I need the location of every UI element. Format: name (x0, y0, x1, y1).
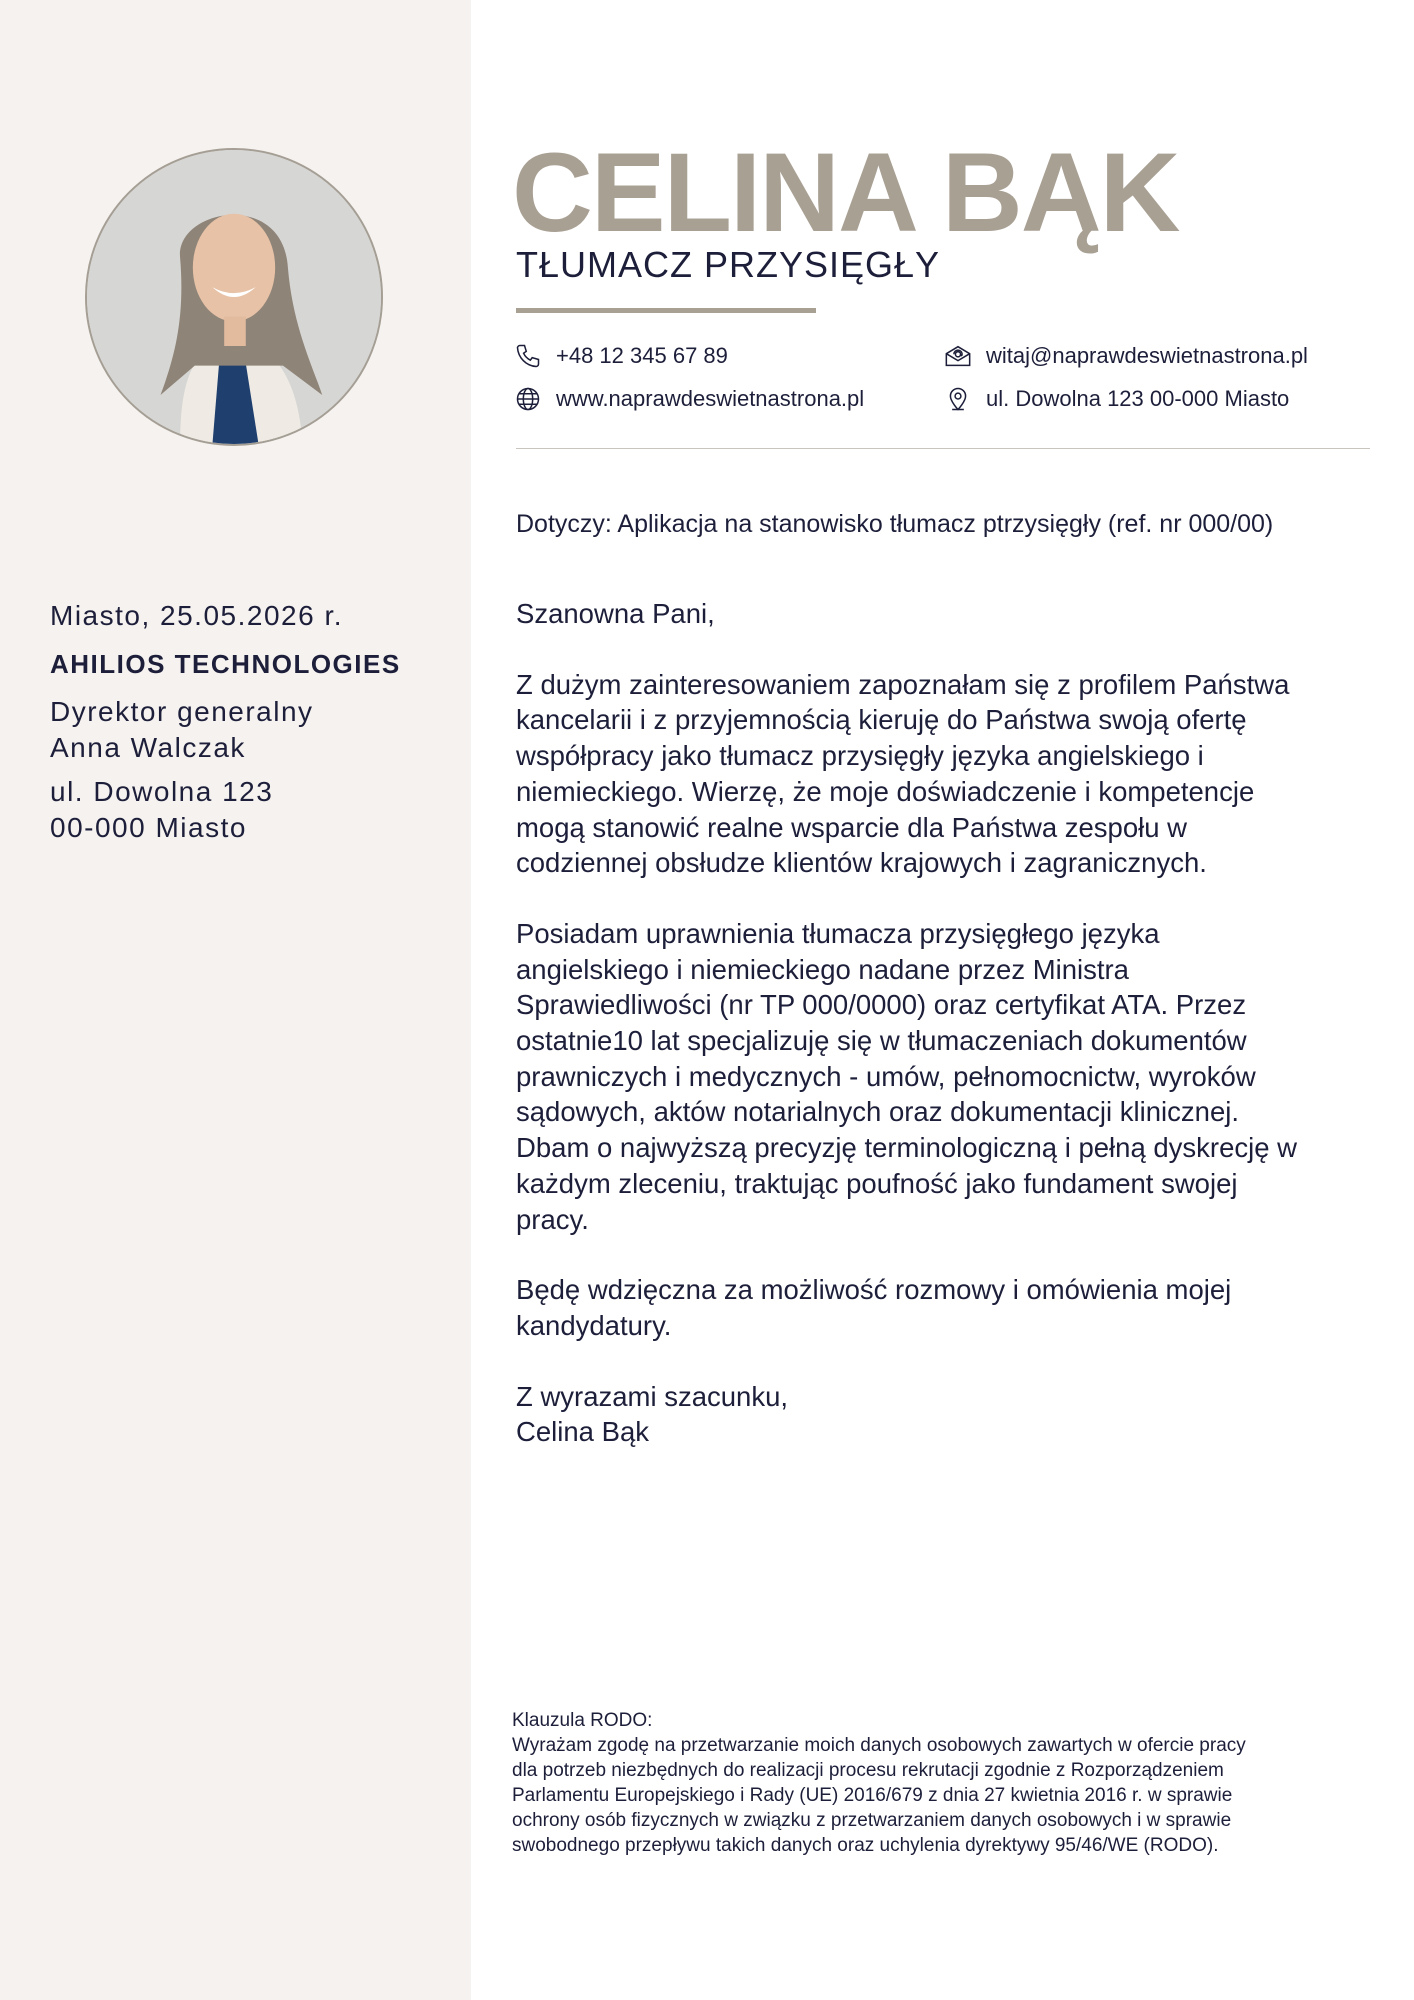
recipient-city: 00-000 Miasto (50, 812, 247, 843)
letter-subject: Dotyczy: Aplikacja na stanowisko tłumacz ptrzysięgły (ref. nr 000/00) (516, 510, 1274, 538)
email-link[interactable]: witaj@naprawdeswietnastrona.pl (986, 343, 1308, 368)
recipient-company: AHILIOS TECHNOLOGIES (50, 649, 401, 679)
profile-photo (85, 148, 383, 446)
letter-date: Miasto, 25.05.2026 r. (50, 600, 344, 631)
letter-paragraph-2: Posiadam uprawnienia tłumacza przysięgłego języka angielskiego i niemieckiego nadane przez Ministra Sprawiedliwości (nr TP 000/0000) oraz certyfikat ATA. Przez ostatnie10 lat specjalizuję się w tłumaczeniach dokumentów prawniczych i medycznych - umów, pełnomocnictw, wyroków sądowych, aktów notarialnych oraz dokumentacji klinicznej. Dbam o najwyższą precyzję terminologiczną i pełną dyskrecję w każdym zleceniu, traktując poufność jako fundament swojej pracy. (516, 917, 1298, 1235)
recipient-street: ul. Dowolna 123 (50, 776, 274, 807)
website-link[interactable]: www.naprawdeswietnastrona.pl (556, 386, 865, 411)
recipient-name: Anna Walczak (50, 732, 246, 763)
recipient-block (50, 596, 450, 846)
letter-paragraph-1: Z dużym zainteresowaniem zapoznałam się z profilem Państwa kancelarii i z przyjemnością kieruję do Państwa swoją ofertę współpracy jako tłumacz przysięgły języka angielskiego i niemieckiego. Wierzę, że moje doświadczenie i kompetencje mogą stanowić realne wsparcie dla Państwa zespołu w codziennej obsłudze klientów krajowych i zagranicznych. (516, 668, 1290, 879)
rodo-clause (512, 1708, 1362, 1858)
letter-paragraph-3: Będę wdzięczna za możliwość rozmowy i omówienia mojej kandydatury. (516, 1274, 1232, 1341)
letter-body (516, 596, 1356, 1485)
contact-address (944, 385, 1289, 413)
phone-icon (514, 342, 542, 370)
rodo-title: Klauzula RODO: (512, 1710, 653, 1731)
address-text: ul. Dowolna 123 00-000 Miasto (986, 386, 1290, 411)
contact-phone (514, 342, 728, 370)
rodo-text: Wyrażam zgodę na przetwarzanie moich danych osobowych zawartych w ofercie pracy dla potrzeb niezbędnych do realizacji procesu rekrutacji zgodnie z Rozporządzeniem Parlamentu Europejskiego i Rady (UE) 2016/679 z dnia 27 kwietnia 2016 r. w sprawie ochrony osób fizycznych w związku z przetwarzaniem danych osobowych i w sprawie swobodnego przepływu takich danych oraz uchylenia dyrektywy 95/46/WE (RODO). (512, 1735, 1246, 1856)
contact-email[interactable] (944, 342, 1308, 370)
job-title: TŁUMACZ PRZYSIĘGŁY (516, 244, 941, 285)
letter-closing: Z wyrazami szacunku, Celina Bąk (516, 1380, 789, 1448)
recipient-position: Dyrektor generalny (50, 696, 314, 727)
mail-icon (944, 342, 972, 370)
portrait-image (87, 150, 381, 444)
globe-icon (514, 385, 542, 413)
contact-website[interactable] (514, 385, 864, 413)
phone-text: +48 12 345 67 89 (556, 343, 728, 368)
applicant-name: CELINA BĄK (512, 130, 1179, 255)
location-pin-icon (944, 385, 972, 413)
header-divider (516, 448, 1370, 449)
letter-greeting: Szanowna Pani, (516, 598, 715, 629)
accent-divider (516, 308, 816, 313)
